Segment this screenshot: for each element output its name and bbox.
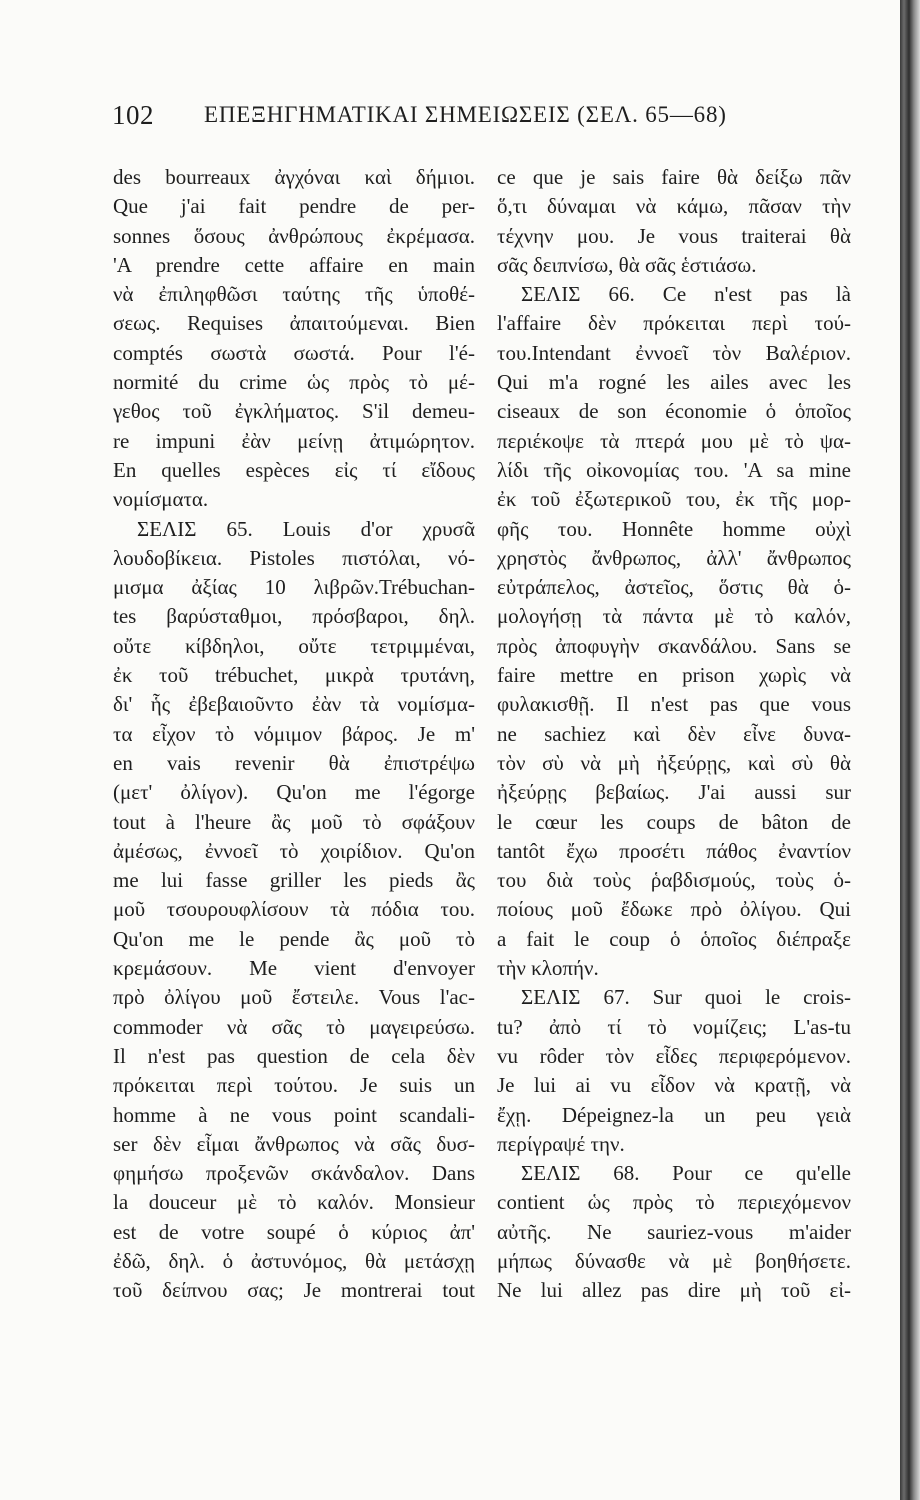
text-line: του.Intendant ἐννοεῖ τὸν Βαλέριον. (497, 340, 851, 365)
text-line: πρόκειται περὶ τούτου. Je suis un (113, 1073, 475, 1098)
text-line: re impuni ἐὰν μείνῃ ἀτιμώρητον. (113, 428, 475, 453)
text-line: Je lui ai vu εἶδον νὰ κρατῇ, νὰ (497, 1073, 851, 1098)
book-edge (900, 0, 920, 1500)
text-line: μολογήσῃ τὰ πάντα μὲ τὸ καλόν, (497, 604, 851, 629)
text-line: φῆς του. Honnête homme οὐχὶ (497, 516, 851, 541)
text-line: (μετ' ὀλίγον). Qu'on me l'égorge (113, 780, 475, 805)
text-line: ΣΕΛΙΣ 67. Sur quoi le crois- (521, 985, 851, 1010)
text-line: εὐτράπελος, ἀστεῖος, ὅστις θὰ ὁ- (497, 575, 851, 600)
text-line: commoder νὰ σᾶς τὸ μαγειρεύσω. (113, 1014, 475, 1039)
text-line: σᾶς δειπνίσω, θὰ σᾶς ἑστιάσω. (497, 252, 757, 277)
text-line: φυλακισθῇ. Il n'est pas que vous (497, 692, 851, 717)
text-line: οὔτε κίβδηλοι, οὔτε τετριμμέναι, (113, 633, 475, 658)
text-line: ἔχῃ. Dépeignez-la un peu γειὰ (497, 1102, 851, 1127)
text-line: κρεμάσουν. Me vient d'envoyer (113, 956, 475, 981)
text-line: Que j'ai fait pendre de per- (113, 194, 475, 219)
text-line: Il n'est pas question de cela δὲν (113, 1043, 475, 1068)
text-line: 'A prendre cette affaire en main (113, 252, 475, 277)
page-number: 102 (112, 100, 154, 130)
text-line: τέχνην μου. Je vous traiterai θὰ (497, 223, 851, 248)
text-line: tes βαρύσταθμοι, πρόσβαροι, δηλ. (113, 604, 475, 629)
text-line: δι' ἧς ἐβεβαιοῦντο ἐὰν τὰ νομίσμα- (113, 692, 475, 717)
text-line: σεως. Requises ἀπαιτούμεναι. Bien (113, 311, 475, 336)
text-line: ἐκ τοῦ trébuchet, μικρὰ τρυτάνη, (113, 663, 475, 688)
text-line: sonnes ὅσους ἀνθρώπους ἐκρέμασα. (113, 223, 475, 248)
text-line: ΣΕΛΙΣ 65. Louis d'or χρυσᾶ (137, 516, 475, 541)
text-line: ΣΕΛΙΣ 66. Ce n'est pas là (521, 282, 851, 307)
text-line: Ne lui allez pas dire μὴ τοῦ εἰ- (497, 1278, 851, 1303)
text-line: normité du crime ὡς πρὸς τὸ μέ- (113, 370, 475, 395)
text-line: νὰ ἐπιληφθῶσι ταύτης τῆς ὑποθέ- (113, 282, 475, 307)
text-line: πρὸ ὀλίγου μοῦ ἔστειλε. Vous l'ac- (113, 985, 475, 1010)
text-line: ciseaux de son économie ὁ ὁποῖος (497, 399, 851, 424)
text-line: πρὸς ἀποφυγὴν σκανδάλου. Sans se (497, 633, 851, 658)
text-line: tu? ἀπὸ τί τὸ νομίζεις; L'as-tu (497, 1014, 851, 1039)
text-line: μισμα ἀξίας 10 λιβρῶν.Trébuchan- (113, 575, 475, 600)
text-line: νομίσματα. (113, 487, 209, 512)
text-line: comptés σωστὰ σωστά. Pour l'é- (113, 340, 475, 365)
text-line: contient ὡς πρὸς τὸ περιεχόμενον (497, 1190, 851, 1215)
text-line: τα εἶχον τὸ νόμιμον βάρος. Je m' (113, 721, 475, 746)
text-line: ce que je sais faire θὰ δείξω πᾶν (497, 165, 851, 189)
text-line: μοῦ τσουρουφλίσουν τὰ πόδια του. (113, 897, 475, 922)
text-line: ne sachiez καὶ δὲν εἶνε δυνα- (497, 721, 851, 746)
text-line: ἐκ τοῦ ἐξωτερικοῦ του, ἐκ τῆς μορ- (497, 487, 851, 512)
text-line: des bourreaux ἀγχόναι καὶ δήμιοι. (113, 165, 475, 189)
text-line: ποίους μοῦ ἔδωκε πρὸ ὀλίγου. Qui (497, 897, 851, 922)
text-line: ἐδῶ, δηλ. ὁ ἀστυνόμος, θὰ μετάσχῃ (113, 1248, 475, 1273)
text-line: ἀμέσως, ἐννοεῖ τὸ χοιρίδιον. Qu'on (113, 838, 475, 863)
text-line: ser δὲν εἶμαι ἄνθρωπος νὰ σᾶς δυσ- (113, 1131, 475, 1156)
text-line: la douceur μὲ τὸ καλόν. Monsieur (113, 1190, 475, 1215)
text-line: me lui fasse griller les pieds ἂς (113, 868, 475, 893)
text-line: a fait le coup ὁ ὁποῖος διέπραξε (497, 926, 851, 951)
right-column (497, 163, 851, 1306)
text-line: faire mettre en prison χωρὶς νὰ (497, 663, 851, 688)
text-line: περιέκοψε τὰ πτερά μου μὲ τὸ ψα- (497, 428, 851, 453)
text-line: χρηστὸς ἄνθρωπος, ἀλλ' ἄνθρωπος (497, 545, 851, 570)
left-column (113, 163, 475, 1306)
text-line: vu rôder τὸν εἶδες περιφερόμενον. (497, 1043, 851, 1068)
text-line: tout à l'heure ἂς μοῦ τὸ σφάξουν (113, 809, 475, 834)
text-line: homme à ne vous point scandali- (113, 1102, 475, 1127)
text-line: τοῦ δείπνου σας; Je montrerai tout (113, 1278, 475, 1303)
text-line: τὴν κλοπήν. (497, 956, 599, 981)
text-line: περίγραψέ την. (497, 1131, 625, 1156)
running-header (112, 100, 752, 140)
text-line: γεθος τοῦ ἐγκλήματος. S'il demeu- (113, 399, 475, 424)
text-line: ἠξεύρῃς βεβαίως. J'ai aussi sur (497, 780, 851, 805)
text-line: ΣΕΛΙΣ 68. Pour ce qu'elle (521, 1161, 851, 1186)
text-line: φημήσω προξενῶν σκάνδαλον. Dans (113, 1161, 475, 1186)
text-line: λίδι τῆς οἰκονομίας του. 'A sa mine (497, 457, 851, 482)
text-line: λουδοβίκεια. Pistoles πιστόλαι, νό- (113, 545, 475, 570)
text-line: tantôt ἔχω προσέτι πάθος ἐναντίον (497, 838, 851, 863)
text-line: Qui m'a rogné les ailes avec les (497, 370, 851, 395)
text-line: του διὰ τοὺς ῥαβδισμούς, τοὺς ὁ- (497, 868, 851, 893)
text-line: τὸν σὺ νὰ μὴ ἠξεύρῃς, καὶ σὺ θὰ (497, 750, 851, 775)
text-line: est de votre soupé ὁ κύριος ἀπ' (113, 1219, 475, 1244)
text-line: l'affaire δὲν πρόκειται περὶ τού- (497, 311, 851, 336)
text-line: en vais revenir θὰ ἐπιστρέψω (113, 750, 475, 775)
text-line: ὅ,τι δύναμαι νὰ κάμω, πᾶσαν τὴν (497, 194, 851, 219)
text-line: Qu'on me le pende ἂς μοῦ τὸ (113, 926, 475, 951)
text-line: μήπως δύνασθε νὰ μὲ βοηθήσετε. (497, 1248, 851, 1273)
text-line: En quelles espèces εἰς τί εἴδους (113, 457, 475, 482)
text-line: le cœur les coups de bâton de (497, 809, 851, 834)
running-title: ΕΠΕΞΗΓΗΜΑΤΙΚΑΙ ΣΗΜΕΙΩΣΕΙΣ (ΣΕΛ. 65—68) (204, 102, 727, 127)
text-line: αὐτῆς. Ne sauriez-vous m'aider (497, 1219, 851, 1244)
